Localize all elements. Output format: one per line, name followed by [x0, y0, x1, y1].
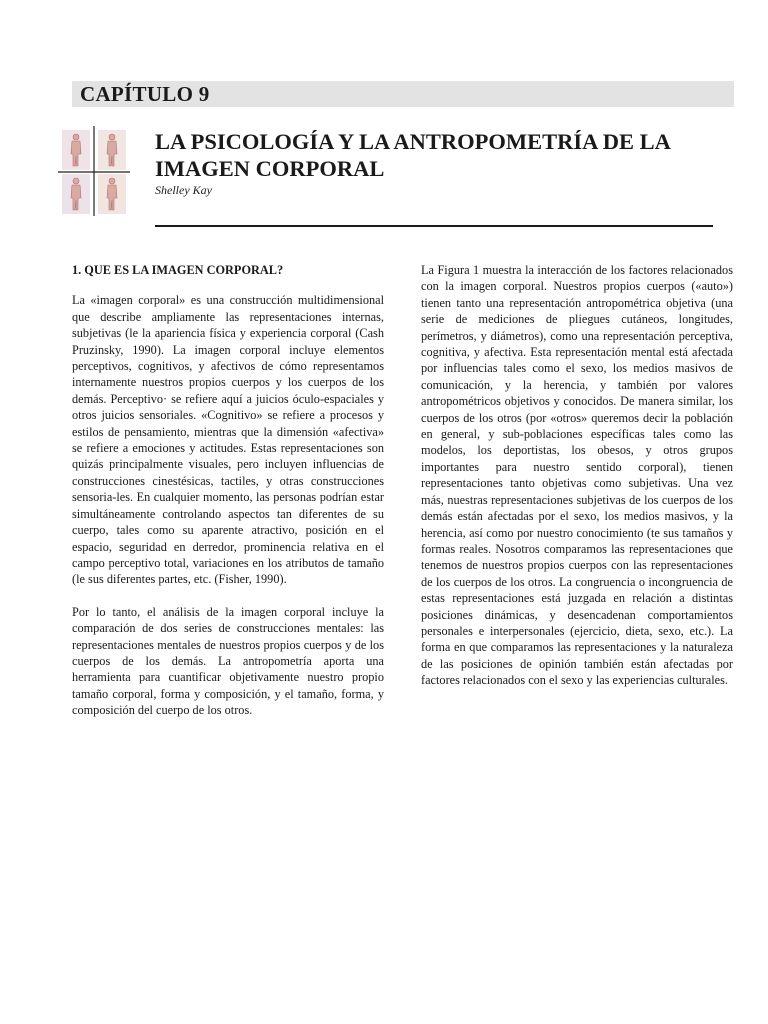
paragraph: La «imagen corporal» es una construcción multidimensional que describe ampliamente las representaciones internas, subjetivas (le la apariencia física y experiencia corporal (Cash Pruzinsky, 1990). La imagen corporal incluye elementos perceptivos, cognitivos, y afectivos de cómo representamos internamente nuestros propios cuerpos y los cuerpos de los demás. Perceptivo· se refiere aquí a juicios óculo-espaciales y otros juicios sensoriales. «Cognitivo» se refiere a procesos y estilos de pensamiento, mientras que la dimensión «afectiva» se refiere a emociones y actitudes. Estas representaciones son quizás principalmente visuales, pero incluyen influencias de construcciones cinestésicas, tactiles, y otras construcciones sensoria-les. En cualquier momento, las personas podrían estar simultáneamente controlando aspectos tan diferentes de su cuerpo, tales como su aparente atractivo, posición en el espacio, seguridad en derredor, prominencia relativa en el campo perceptivo total, variaciones en los atributos de tamaño (le sus diferentes partes, etc. (Fisher, 1990). — [72, 293, 384, 587]
author-name: Shelley Kay — [155, 183, 212, 197]
title-divider — [155, 225, 713, 227]
chapter-title: LA PSICOLOGÍA Y LA ANTROPOMETRÍA DE LA IMAGEN CORPORAL — [155, 129, 670, 181]
paragraph: La Figura 1 muestra la interacción de los factores relacionados con la imagen corporal. Nuestros propios cuerpos («auto») tienen tanto una representación antropométrica objetiva (una serie de mediciones de pliegues cutáneos, longitudes, perímetros, y diámetros), como una representación perceptiva, cognitiva, y afectiva. Esta representación mental está afectada por influencias tales como el sexo, los medios masivos de comunicación, y la herencia, y también por valores antropométricos objetivos y conocidos. De manera similar, los cuerpos de los otros (por «otros» queremos decir la población en general, y sub-poblaciones específicas tales como las modelos, los deportistas, los obesos, y otros grupos importantes para nuestro sentido corporal), tienen representaciones tanto objetivas como subjetivas. Una vez más, nuestras representaciones subjetivas de los cuerpos de los demás están afectadas por el sexo, los medios masivos, y la herencia, así como por nuestro conocimiento (te sus tamaños y formas reales. Nosotros comparamos las representaciones que tenemos de nuestros propios cuerpos con las representaciones de los cuerpos de los otros. La congruencia o incongruencia de estas representaciones está juzgada en relación a distintas posiciones dinámicas, y desencadenan comportamientos personales e interpersonales (ejercicio, dieta, sexo, etc.). La forma en que comparamos las representaciones y la naturaleza de las posiciones de opinión también están afectadas por factores relacionados con el sexo y las experiencias culturales. — [421, 263, 733, 688]
paragraph: Por lo tanto, el análisis de la imagen corporal incluye la comparación de dos series de construcciones mentales: las representaciones mentales de nuestros propios cuerpos y de los cuerpos de los demás. La antropometría aporta una herramienta para cuantificar objetivamente nuestro propio tamaño corporal, forma y composición, y el tamaño, forma, y composición del cuerpo de los otros. — [72, 604, 384, 718]
section-heading: 1. QUE ES LA IMAGEN CORPORAL? — [72, 263, 284, 277]
right-column — [421, 262, 733, 705]
chapter-band — [72, 81, 734, 107]
left-column — [72, 262, 384, 735]
anatomy-figures-image — [58, 126, 130, 216]
chapter-label: CAPÍTULO 9 — [80, 82, 210, 106]
